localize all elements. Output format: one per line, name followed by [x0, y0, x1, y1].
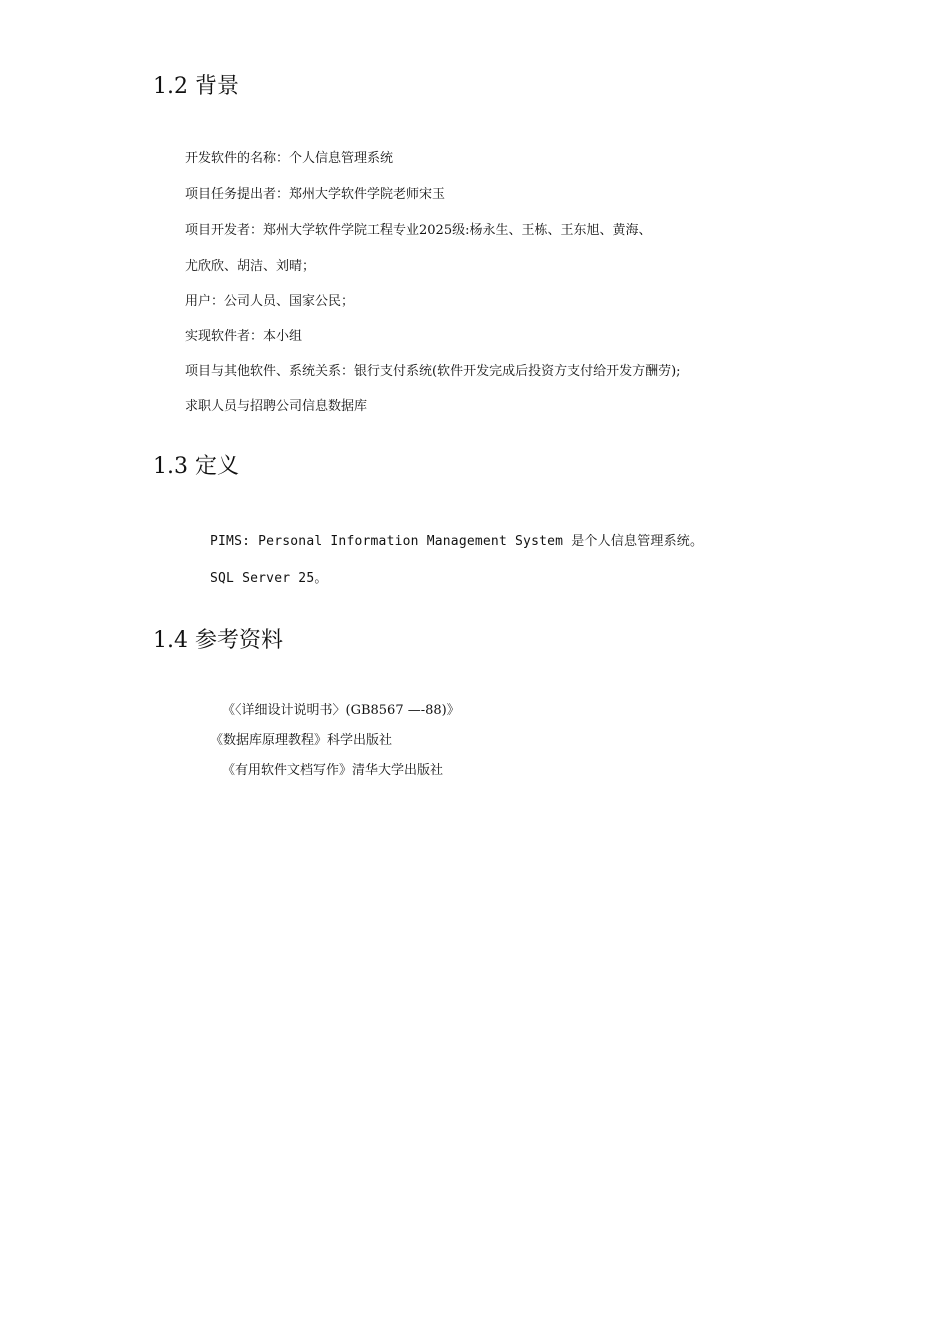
system-relations-line: 项目与其他软件、系统关系：银行支付系统(软件开发完成后投资方支付给开发方酬劳); [185, 364, 681, 379]
reference-item: 《〈详细设计说明书〉(GB8567 —-88)》 [222, 703, 460, 718]
task-proposer-line: 项目任务提出者：郑州大学软件学院老师宋玉 [185, 187, 446, 202]
database-line: 求职人员与招聘公司信息数据库 [185, 399, 368, 414]
reference-item: 《数据库原理教程》科学出版社 [210, 733, 393, 748]
developers-line: 项目开发者：郑州大学软件学院工程专业2025级:杨永生、王栋、王东旭、黄海、 [185, 223, 652, 238]
section-heading-references: 1.4 参考资料 [153, 628, 283, 653]
reference-item: 《有用软件文档写作》清华大学出版社 [222, 763, 444, 778]
implementer-line: 实现软件者：本小组 [185, 329, 303, 344]
software-name-line: 开发软件的名称：个人信息管理系统 [185, 151, 394, 166]
sql-server-line: SQL Server 25。 [210, 571, 328, 586]
developers-line-continued: 尤欣欣、胡洁、刘晴； [185, 259, 316, 274]
section-heading-definitions: 1.3 定义 [153, 454, 239, 479]
users-line: 用户：公司人员、国家公民； [185, 294, 355, 309]
pims-definition-line: PIMS: Personal Information Management System 是个人信息管理系统。 [210, 534, 704, 549]
section-heading-background: 1.2 背景 [153, 74, 239, 99]
